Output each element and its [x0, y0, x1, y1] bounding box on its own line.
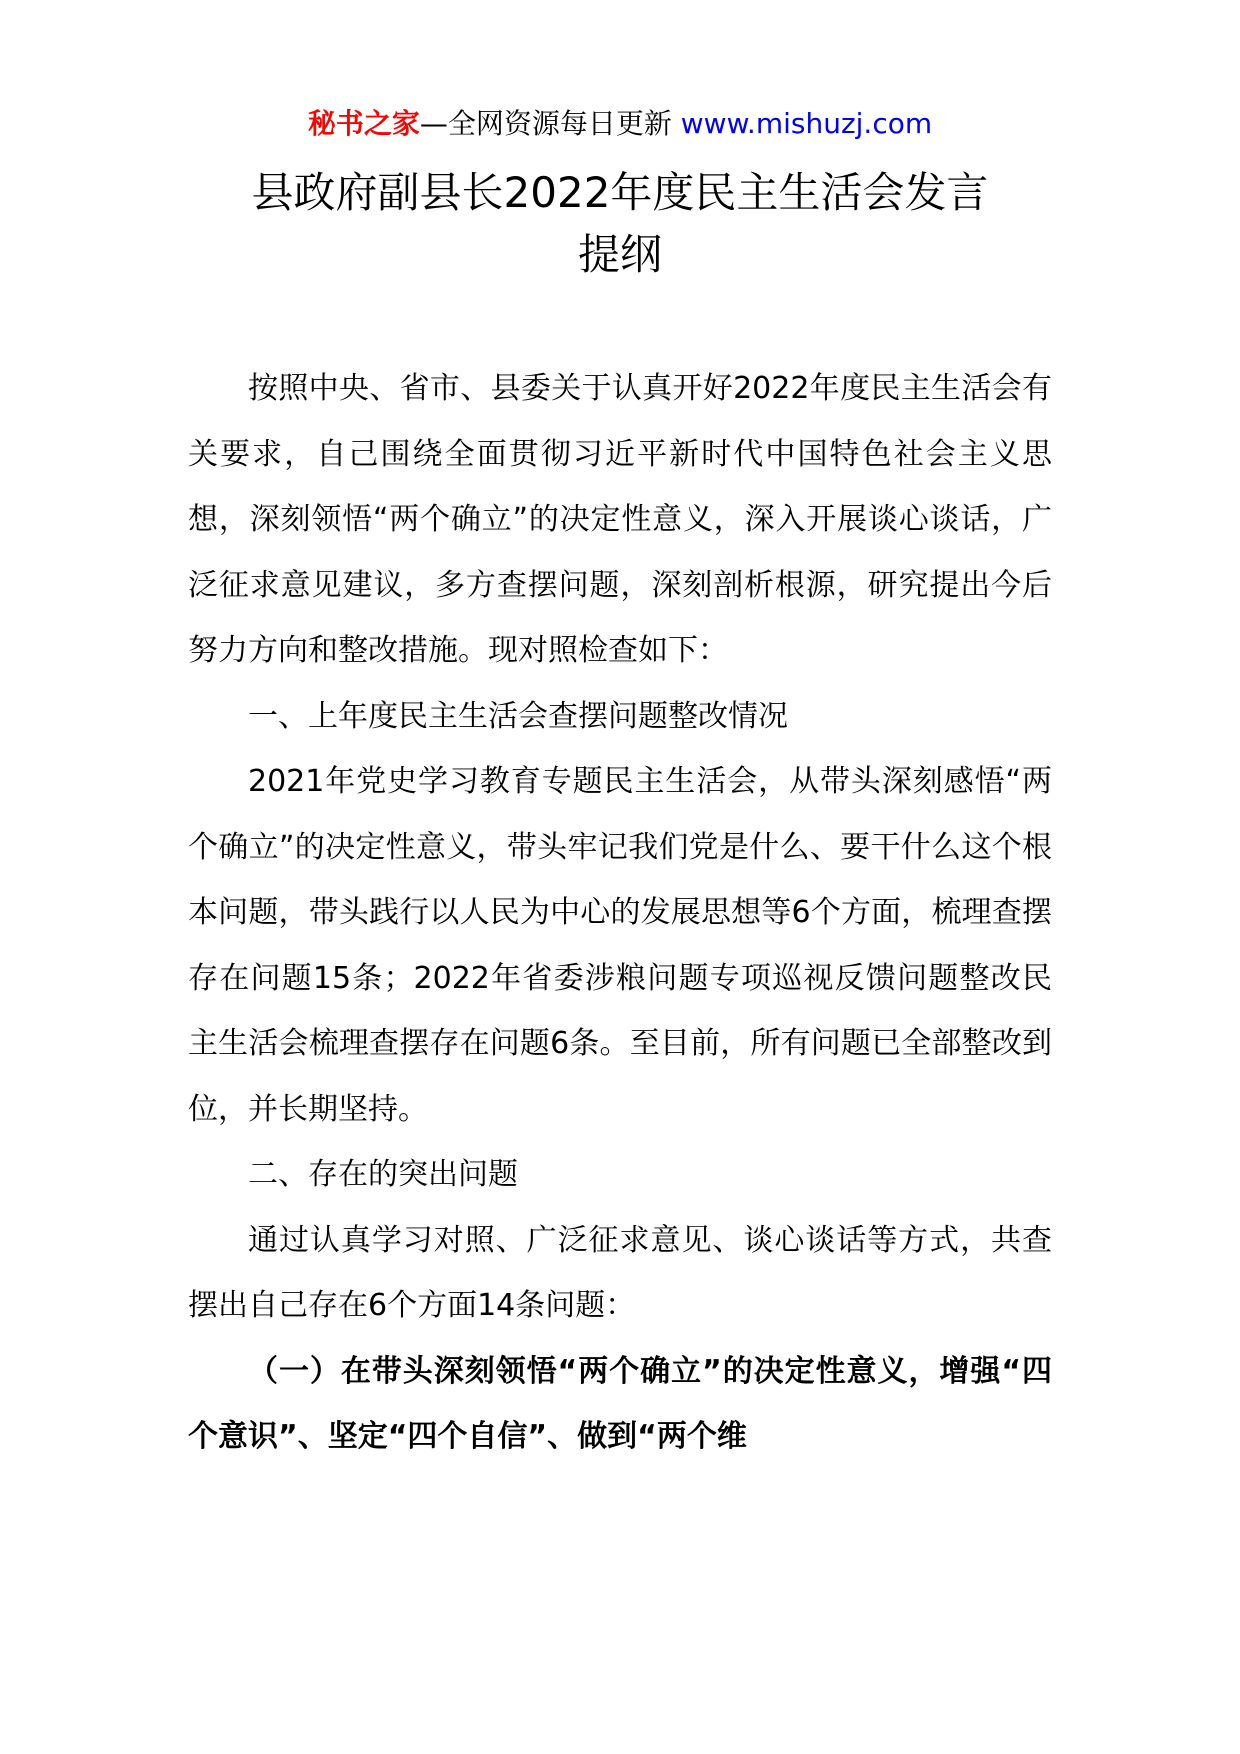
site-header [0, 104, 1240, 144]
problems-intro-paragraph: 通过认真学习对照、广泛征求意见、谈心谈话等方式，共查摆出自己存在6个方面14条问题： [188, 1222, 1052, 1323]
title-line-2: 提纲 [577, 230, 662, 279]
intro-paragraph: 按照中央、省市、县委关于认真开好2022年度民主生活会有关要求，自己围绕全面贯彻习近平新时代中国特色社会主义思想，深刻领悟“两个确立”的决定性意义，深入开展谈心谈话，广泛征求意见建议，多方查摆问题，深刻剖析根源，研究提出今后努力方向和整改措施。现对照检查如下： [188, 371, 1052, 668]
section-heading-1: 一、上年度民主生活会查摆问题整改情况 [248, 698, 788, 734]
document-body [188, 356, 1052, 1470]
section-heading-2: 二、存在的突出问题 [248, 1157, 518, 1192]
brand-name: 秘书之家 [307, 107, 420, 140]
document-title [180, 162, 1060, 286]
title-line-1: 县政府副县长2022年度民主生活会发言 [251, 168, 989, 217]
rectification-paragraph: 2021年党史学习教育专题民主生活会，从带头深刻感悟“两个确立”的决定性意义，带头牢记我们党是什么、要干什么这个根本问题，带头践行以人民为中心的发展思想等6个方面，梳理查摆存在问题15条；2022年省委涉粮问题专项巡视反馈问题整改民主生活会梳理查摆存在问题6条。至目前，所有问题已全部整改到位，并长期坚持。 [188, 764, 1052, 1127]
subsection-heading-1: （一）在带头深刻领悟“两个确立”的决定性意义，增强“四个意识”、坚定“四个自信”、做到“两个维 [188, 1353, 1052, 1454]
site-url-link[interactable]: www.mishuzj.com [680, 107, 933, 140]
header-tagline: —全网资源每日更新 [419, 107, 681, 140]
